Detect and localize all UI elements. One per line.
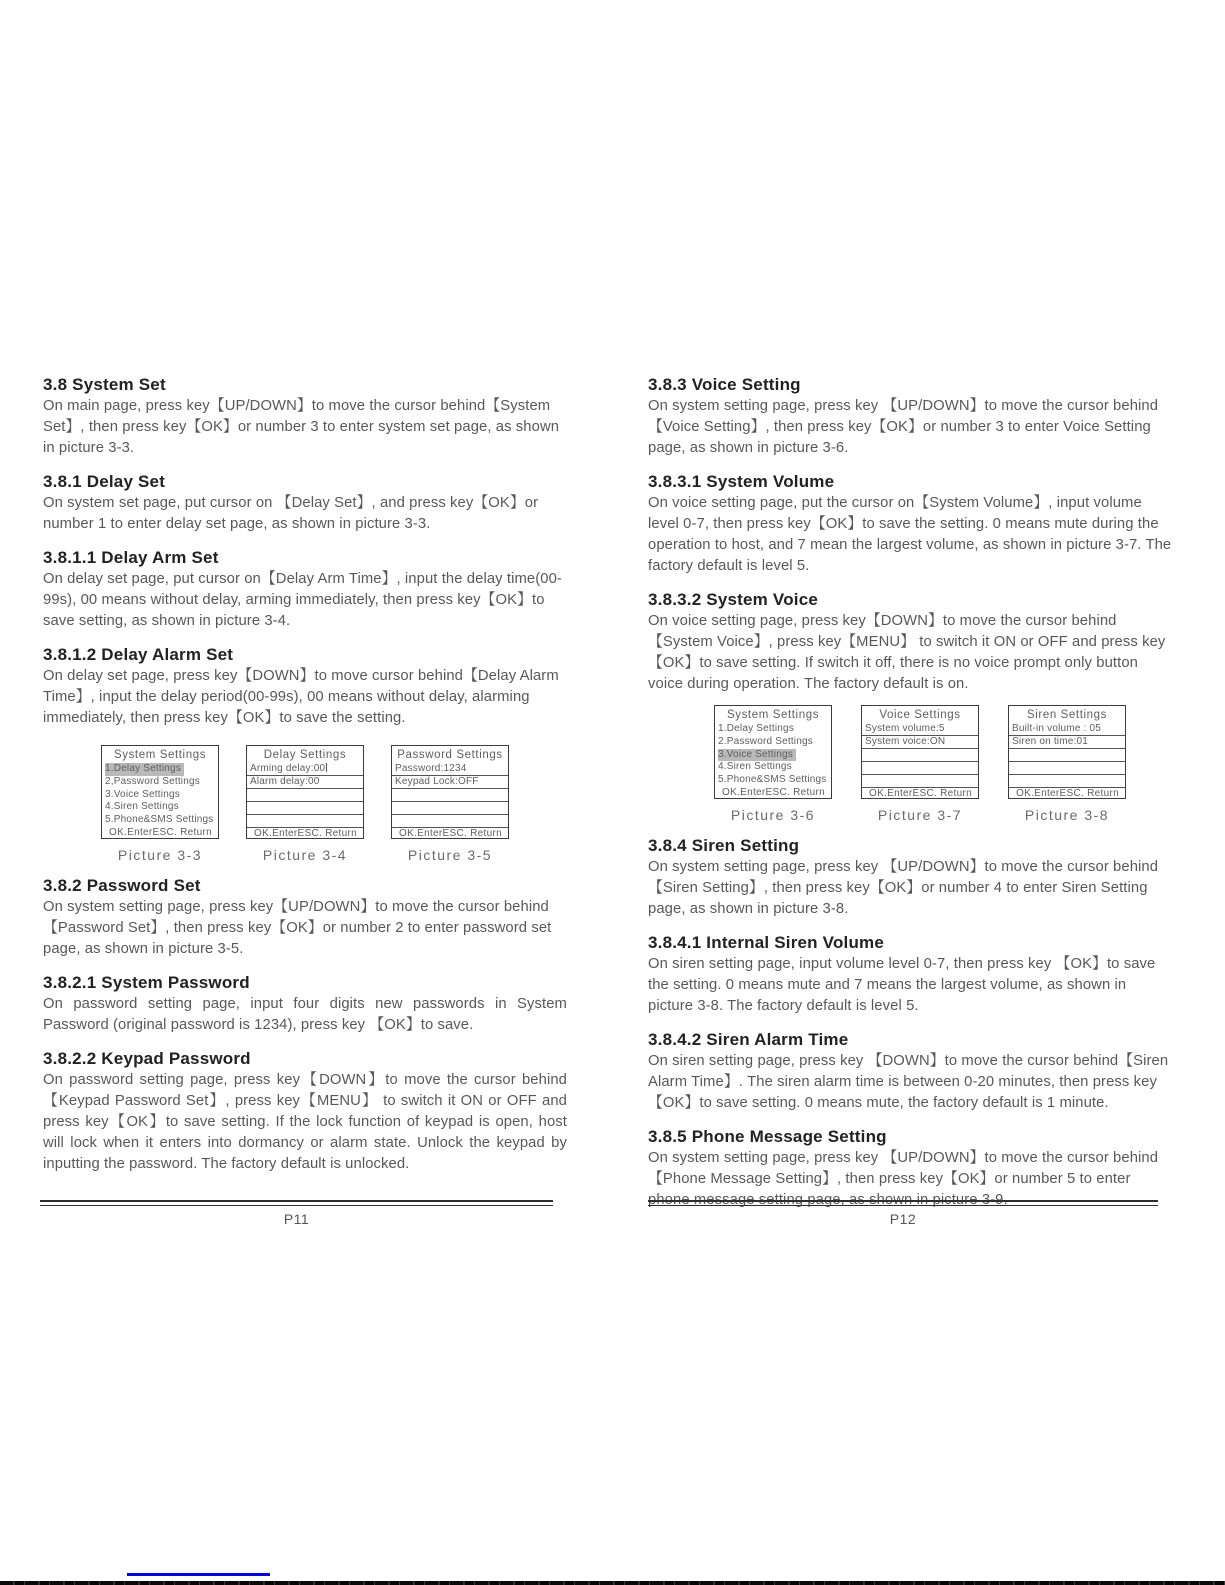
blue-underline-mark (127, 1573, 270, 1576)
section-3-8-1 (43, 472, 567, 535)
section-3-8-3-1 (648, 472, 1172, 577)
lcd-screen-voice-settings (861, 705, 979, 799)
lcd-footer-ok: OK.Enter (869, 788, 913, 799)
field-row (392, 763, 508, 776)
menu-item: 4.Siren Settings (105, 801, 179, 813)
lcd-field-rows (392, 763, 508, 828)
figure-caption: Picture 3-6 (730, 807, 816, 823)
section-heading: 3.8.1.2 Delay Alarm Set (43, 645, 234, 664)
menu-item: 3.Voice Settings (105, 788, 180, 800)
section-heading: 3.8.3 Voice Setting (648, 375, 801, 394)
page-column-left (43, 375, 567, 1175)
section-3-8-1-1 (43, 548, 567, 632)
lcd-footer-esc: ESC. Return (765, 786, 825, 798)
bottom-edge-line (0, 1581, 1225, 1585)
figure-caption: Picture 3-4 (262, 847, 348, 863)
figure-picture-3-8 (1008, 705, 1126, 823)
lcd-field-rows (1009, 723, 1125, 788)
lcd-title: System Settings (113, 749, 207, 761)
lcd-footer (715, 787, 831, 800)
section-3-8-2-2 (43, 1049, 567, 1175)
lcd-footer-ok: OK.Enter (1016, 788, 1060, 799)
section-heading: 3.8.2.1 System Password (43, 973, 250, 992)
field-row-empty (247, 815, 363, 828)
lcd-footer (862, 788, 978, 801)
section-paragraph: On siren setting page, input volume level 0-7, then press key 【OK】to save the setting. 0 means mute and 7 means the largest volume, as shown in picture 3-8. The factory default is level 5. (648, 956, 1156, 1014)
lcd-field-rows (862, 723, 978, 788)
page-footer-rule (40, 1200, 553, 1206)
field-row-text: Built-in volume : 05 (1012, 723, 1102, 734)
lcd-title: Siren Settings (1027, 709, 1107, 721)
section-paragraph: On system setting page, press key【UP/DOWN】to move the cursor behind【Password Set】, then press key【OK】or number 2 to enter password set page, as shown in picture 3-5. (43, 899, 552, 957)
lcd-screen-system-settings (714, 705, 832, 799)
lcd-footer-ok: OK.Enter (399, 828, 443, 839)
section-paragraph: On voice setting page, press key【DOWN】to move the cursor behind【System Voice】, press key【MENU】 to switch it ON or OFF and press key 【OK】to save setting. If switch it off, there is no voice prompt only button voice during operation. The factory default is on. (648, 613, 1166, 692)
section-3-8-4-2 (648, 1030, 1172, 1114)
field-row-text: Siren on time:01 (1012, 736, 1089, 747)
figure-caption: Picture 3-7 (877, 807, 963, 823)
section-paragraph: On siren setting page, press key 【DOWN】to move the cursor behind【Siren Alarm Time】. The siren alarm time is between 0-20 minutes, then press key【OK】to save setting. 0 means mute, the factory default is 1 minute. (648, 1053, 1169, 1111)
section-paragraph: On system setting page, press key 【UP/DOWN】to move the cursor behind【Phone Message Setting】, then press key【OK】or number 5 to enter phone message setting page, as shown in picture 3-9. (648, 1150, 1159, 1208)
section-paragraph: On delay set page, press key【DOWN】to move cursor behind【Delay Alarm Time】, input the delay period(00-99s), 00 means without delay, alarming immediately, then press key【OK】to save the setting. (43, 668, 559, 726)
lcd-footer-ok: OK.Enter (722, 786, 766, 798)
section-paragraph: On delay set page, put cursor on【Delay Arm Time】, input the delay time(00-99s), 00 means without delay, arming immediately, then press key【OK】to save setting, as shown in picture 3-4. (43, 571, 562, 629)
figure-caption: Picture 3-3 (117, 847, 203, 863)
field-row-text: Arming delay:00 (250, 763, 326, 774)
lcd-footer (247, 828, 363, 841)
section-paragraph: On system set page, put cursor on 【Delay Set】, and press key【OK】or number 1 to enter delay set page, as shown in picture 3-3. (43, 495, 539, 532)
section-paragraph: On voice setting page, put the cursor on【System Volume】, input volume level 0-7, then press key【OK】to save the setting. 0 means mute during the operation to host, and 7 mean the largest volume, as shown in picture 3-7. The factory default is level 5. (648, 495, 1172, 574)
field-row-empty (247, 802, 363, 815)
section-3-8 (43, 375, 567, 459)
section-heading: 3.8.1.1 Delay Arm Set (43, 548, 219, 567)
section-3-8-1-2 (43, 645, 567, 729)
field-row (247, 763, 363, 776)
figure-picture-3-6 (714, 705, 832, 823)
lcd-menu (715, 723, 831, 787)
lcd-footer-esc: ESC. Return (297, 828, 357, 839)
section-3-8-3-2 (648, 590, 1172, 695)
lcd-screen-siren-settings (1008, 705, 1126, 799)
field-row-empty (862, 749, 978, 762)
lcd-footer-esc: ESC. Return (1059, 788, 1119, 799)
section-3-8-4 (648, 836, 1172, 920)
lcd-menu (102, 763, 218, 827)
section-heading: 3.8.3.1 System Volume (648, 472, 835, 491)
section-heading: 3.8.2.2 Keypad Password (43, 1049, 251, 1068)
lcd-title: Password Settings (397, 749, 503, 761)
field-row (862, 723, 978, 736)
field-row-text: Keypad Lock:OFF (395, 776, 479, 787)
menu-item-highlighted: 1.Delay Settings (105, 763, 184, 776)
menu-item: 2.Password Settings (718, 735, 813, 747)
menu-item: 1.Delay Settings (718, 723, 795, 734)
lcd-screen-password-settings (391, 745, 509, 839)
section-paragraph: On system setting page, press key 【UP/DOWN】to move the cursor behind【Voice Setting】, then press key【OK】or number 3 to enter Voice Setting page, as shown in picture 3-6. (648, 398, 1159, 456)
lcd-footer-esc: ESC. Return (912, 788, 972, 799)
page-number: P12 (889, 1211, 917, 1227)
section-paragraph: On password setting page, input four digits new passwords in System Password (original password is 1234), press key 【OK】to save. (43, 996, 567, 1033)
field-row (862, 736, 978, 749)
section-heading: 3.8.1 Delay Set (43, 472, 166, 491)
lcd-field-rows (247, 763, 363, 828)
field-row-text: Alarm delay:00 (250, 776, 320, 787)
section-paragraph: On password setting page, press key【DOWN】to move the cursor behind【Keypad Password Set】, press key【MENU】 to switch it ON or OFF and press key【OK】to save setting. If the lock function of keypad is open, host will lock when it enters into dormancy or alarm state. Unlock the keypad by inputting the password. The factory default is unlocked. (43, 1072, 567, 1172)
field-row-empty (392, 802, 508, 815)
figure-picture-3-5 (391, 745, 509, 863)
section-3-8-5 (648, 1127, 1172, 1211)
figure-row-right (648, 705, 1172, 823)
field-row (247, 776, 363, 789)
field-row-text: System voice:ON (865, 736, 946, 747)
section-heading: 3.8 System Set (43, 375, 166, 394)
figure-row-left (43, 745, 567, 863)
section-heading: 3.8.3.2 System Voice (648, 590, 819, 609)
section-heading: 3.8.4.2 Siren Alarm Time (648, 1030, 849, 1049)
text-cursor (326, 763, 327, 772)
lcd-footer-esc: ESC. Return (152, 826, 212, 838)
lcd-footer (392, 828, 508, 841)
field-row-empty (1009, 762, 1125, 775)
page-footer-rule (648, 1200, 1158, 1206)
menu-item: 5.Phone&SMS Settings (718, 774, 827, 786)
figure-caption: Picture 3-5 (407, 847, 493, 863)
field-row-empty (862, 775, 978, 788)
section-heading: 3.8.4.1 Internal Siren Volume (648, 933, 885, 952)
section-heading: 3.8.5 Phone Message Setting (648, 1127, 887, 1146)
page-column-right (648, 375, 1172, 1211)
lcd-title: System Settings (726, 709, 820, 721)
field-row-empty (1009, 749, 1125, 762)
lcd-footer-esc: ESC. Return (442, 828, 502, 839)
lcd-title: Delay Settings (263, 749, 347, 761)
field-row (1009, 723, 1125, 736)
field-row-text: System volume:5 (865, 723, 945, 734)
section-paragraph: On main page, press key【UP/DOWN】to move the cursor behind【System Set】, then press key【OK】or number 3 to enter system set page, as shown in picture 3-3. (43, 398, 560, 456)
field-row-text: Password:1234 (395, 763, 467, 774)
lcd-screen-system-settings (101, 745, 219, 839)
lcd-footer-ok: OK.Enter (109, 826, 153, 838)
menu-item: 5.Phone&SMS Settings (105, 814, 214, 826)
field-row-empty (392, 789, 508, 802)
section-3-8-2-1 (43, 973, 567, 1036)
section-heading: 3.8.2 Password Set (43, 876, 201, 895)
section-paragraph: On system setting page, press key 【UP/DOWN】to move the cursor behind【Siren Setting】, then press key【OK】or number 4 to enter Siren Setting page, as shown in picture 3-8. (648, 859, 1159, 917)
field-row-empty (392, 815, 508, 828)
menu-item-highlighted: 3.Voice Settings (718, 749, 796, 762)
lcd-title: Voice Settings (879, 709, 961, 721)
page-footer-left (40, 1200, 553, 1227)
field-row (392, 776, 508, 789)
page-footer-right (648, 1200, 1158, 1227)
figure-picture-3-4 (246, 745, 364, 863)
section-3-8-4-1 (648, 933, 1172, 1017)
lcd-footer (102, 827, 218, 840)
section-heading: 3.8.4 Siren Setting (648, 836, 800, 855)
field-row-empty (862, 762, 978, 775)
lcd-screen-delay-settings (246, 745, 364, 839)
page-number: P11 (283, 1211, 310, 1227)
figure-picture-3-3 (101, 745, 219, 863)
menu-item: 2,Password Settings (105, 775, 200, 787)
section-3-8-3 (648, 375, 1172, 459)
section-3-8-2 (43, 876, 567, 960)
field-row (1009, 736, 1125, 749)
field-row-empty (1009, 775, 1125, 788)
figure-caption: Picture 3-8 (1024, 807, 1110, 823)
figure-picture-3-7 (861, 705, 979, 823)
lcd-footer (1009, 788, 1125, 801)
field-row-empty (247, 789, 363, 802)
menu-item: 4.Siren Settings (718, 761, 792, 773)
lcd-footer-ok: OK.Enter (254, 828, 298, 839)
